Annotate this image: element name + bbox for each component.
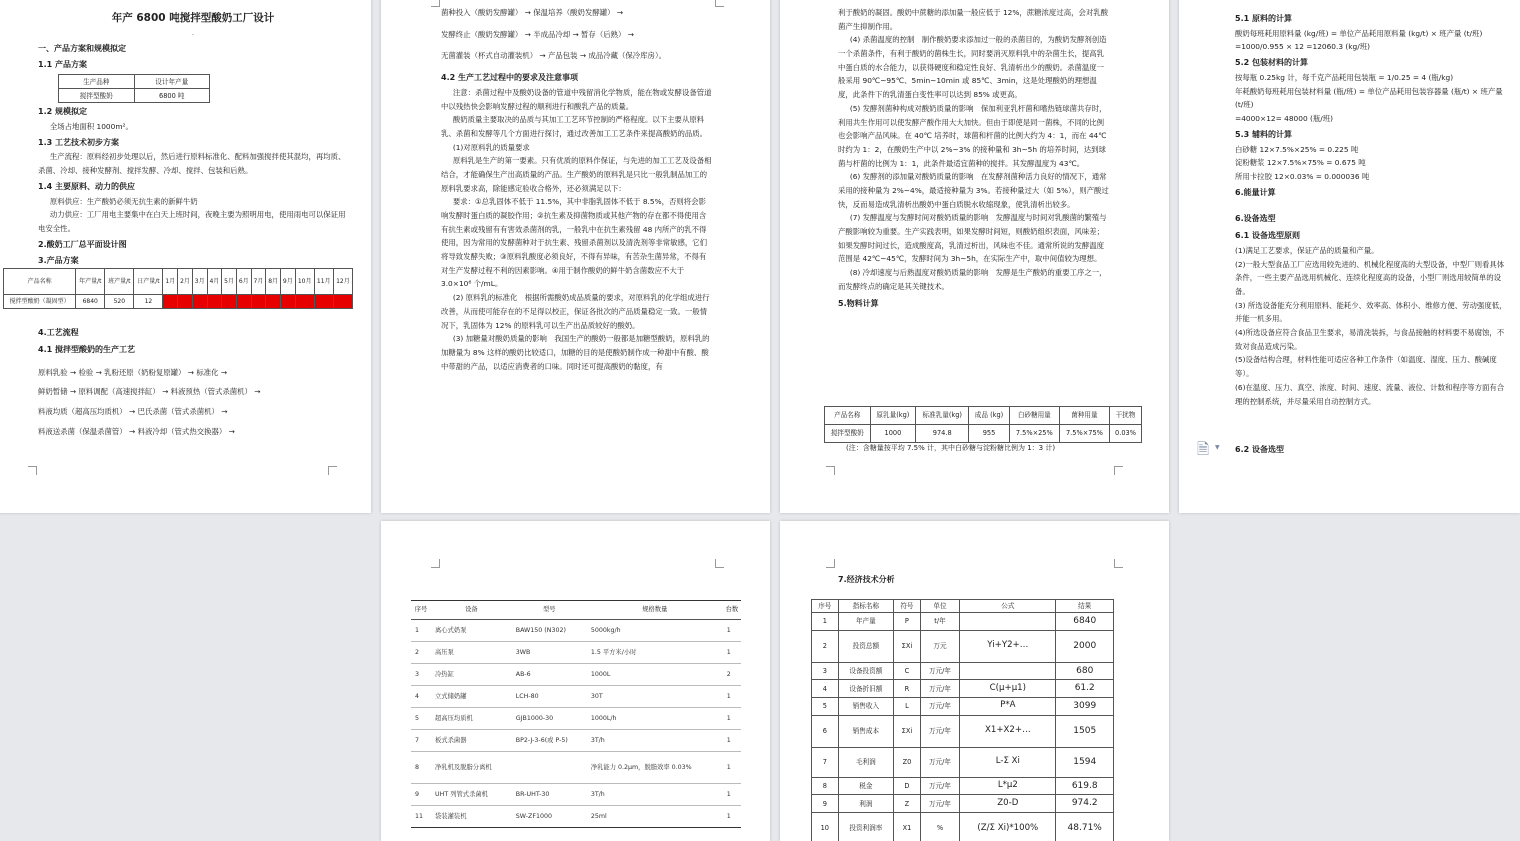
table-row: 2 高压泵 3WB 1.5 平方米/小时 1 — [411, 642, 741, 664]
document-page-6 — [780, 521, 1169, 841]
paragraph: =4000×12= 48000 (瓶/班) — [1235, 114, 1334, 124]
subsection-heading: 6.1 设备选型原则 — [1235, 231, 1300, 241]
table-row: 2 投资总额 ΣXi 万元 Yi+Y2+… 2000 — [812, 630, 1114, 662]
table-note: (注：含糖量按平均 7.5% 计，其中白砂糖与淀粉糖比例为 1：3 计) — [846, 444, 1056, 452]
document-page-4 — [1179, 0, 1520, 513]
paragraph: 白砂糖 12×7.5%×25% = 0.225 吨 — [1235, 144, 1359, 154]
paragraph: (3) 加糖量对酸奶质量的影响 我国生产的酸奶一般都是加糖型酸奶，原料乳的加糖量为 8% 这样的酸奶比较适口，加糖的目的是使酸奶制作成一种甜中有酸、酸中带甜的产品，以适应消费者的口味。同时还可提高酸奶的黏度，有 — [441, 334, 710, 371]
subsection-heading: 4.2 生产工艺过程中的要求及注意事项 — [441, 73, 578, 83]
paragraph: (4) 杀菌温度的控制 制作酸奶要求添加过一般的杀菌目的，为酸奶发酵剂创造一个杀菌条件，有利于酸奶的菌株生长，同时要消灭原料乳中的杂菌生长，提高乳中蛋白质的水合能力，以获得硬度和稳定性良好、乳清析出少的酸奶。杀菌温度一般采用 90℃~95℃、5min~10min 或 85℃、3min，这是处理酸奶的理想温度，此条件下的乳清蛋白变性率可以达到 85% 或更高。 — [838, 35, 1107, 100]
corner-mark — [28, 466, 37, 475]
corner-mark — [431, 0, 440, 7]
paragraph: (6)在温度、压力、真空、浓度、时间、速度、流量、液位、计数和程序等方面有合理的控制系统，并尽量采用自动控制方式。 — [1235, 382, 1505, 406]
paragraph: 全场占地面积 1000m²。 — [49, 121, 133, 131]
paragraph: 要求：①总乳固体不低于 11.5%，其中非脂乳固体不低于 8.5%，否则将会影响发酵时蛋白质的凝胶作用；②抗生素及抑菌物质或其他产物的存在都不得使用含有抗生素或残留有有害效杀菌剂的乳，一般乳中在抗生素残留 48 内所产的乳不得使用，因为常用的发酵菌种对于抗生素、残留杀菌剂以及清洗剂等非常敏感，它们将导致发酵失败；③原料乳酸度必须良好，不得有异味，有苦杂生菌异常，不得有对生产发酵过程不利的因素影响。④用于制作酸奶的鲜牛奶含菌数应不大于 3.0×10⁶ 个/mL。 — [441, 197, 708, 289]
subsection-heading: 4.1 搅拌型酸奶的生产工艺 — [38, 344, 135, 354]
paragraph: 年耗酸奶每班耗用包装材料量 (瓶/班) = 单位产品耗用包装容器量 (瓶/t) × 班产量 (t/班) — [1235, 86, 1503, 110]
equipment-table: 序号 设备 型号 规格数量 台数 1 离心式奶泵 BAW150 (N302) 5000kg/h 1 2 高压泵 3WB 1.5 平方米/小时 1 3 冷热缸 AB-6 1000L 2 4 立式储奶罐 LCH-80 30T 1 5 超高压均质机 GJB1000-30 1000L/h 1 7 板式杀菌器 BP2-J-3-6(或 P-5) 3T/h 1 8 净乳机及脱脂分离机 净乳能力 0.2μm，脱脂效率 0.03% 1 9 UHT 列管式杀菌机 BR-UHT-30 3T/h 1 11 袋装灌装机 SW-ZF1000 25ml 1 — [411, 600, 741, 828]
corner-mark — [1114, 559, 1123, 568]
section-heading: 5.物料计算 — [838, 299, 879, 309]
subsection-heading: 5.2 包装材料的计算 — [1235, 58, 1308, 68]
table-row: 3 冷热缸 AB-6 1000L 2 — [411, 664, 741, 686]
process-flow-line: 鲜奶暂储 → 原料调配（高速搅拌缸） → 料液预热（管式杀菌机） → — [38, 387, 261, 397]
subsection-heading: 5.1 原料的计算 — [1235, 14, 1292, 23]
paragraph: 所用卡拉胶 12×0.03% = 0.000036 吨 — [1235, 171, 1370, 181]
subsection-heading: 1.2 规模拟定 — [38, 107, 87, 117]
process-flow-line: 无菌灌装（杯式自动灌装机） → 产品包装 → 成品冷藏（保冷库房）。 — [441, 51, 667, 61]
subsection-heading: 1.1 产品方案 — [38, 60, 87, 70]
process-flow-line: 原料乳验 → 检验 → 乳粉还原（奶粉复原罐） → 标准化 → — [38, 367, 228, 377]
section-heading: 一、产品方案和规模拟定 — [38, 43, 126, 53]
section-heading: 3.产品方案 — [38, 256, 79, 266]
section-heading: 6.设备选型 — [1235, 214, 1276, 224]
table-row: 9 利润 Z 万元/年 Z0-D 974.2 — [812, 795, 1114, 813]
corner-mark — [431, 559, 440, 568]
paragraph: (5)设备结构合理，材料性能可适应各种工作条件（如温度、湿度、压力、酸碱度等）。 — [1235, 355, 1497, 379]
corner-mark — [826, 466, 835, 475]
paragraph: (1)满足工艺要求，保证产品的质量和产量。 — [1235, 245, 1379, 255]
document-page-1: 年产 6800 吨搅拌型酸奶工厂设计 . 一、产品方案和规模拟定 1.1 产品方案 生产品种 设计年产量 搅拌型酸奶 6800 吨 1.2 规模拟定 全场占地面积 1000m²。 1.3 工艺技术初步方案 生产流程：原料经初步处理以后，然后进行原料标准化、配料加强搅拌使其混均，再均质、杀菌、冷却、接种发酵剂、搅拌发酵、冷却、搅拌、包装和后熟。 1.4 主要原料、动力的供应 原料供应：生产酸奶必须无抗生素的新鲜牛奶 动力供应：工厂用电主要集中在白天上班时间，夜晚主要为照明用电，使用雨电可以保证用电安全性。 2.酸奶工厂总平面设计图 3.产品方案 产品名称 年产量/t 班产量/t 日产量/t 1月 2月 3月 4月 5月 6月 7月 8月 9月 10月 11月 12月 搅拌型酸奶（凝固型） 6840 520 12 4.工艺流程 4.1 搅拌型酸奶的生产工艺 原料乳验 → 检验 → 乳粉还原（奶粉复原罐） → 标准化 → 鲜奶暂储 → 原料调配（高速搅拌缸） → 料液预热（管式杀菌机） → 料液均质（超高压均质机） → 巴氏杀菌（管式杀菌机） → 料液送杀菌（保温杀菌管） → 料液冷却（管式热交换器） → — [0, 0, 371, 513]
section-heading: 6.能量计算 — [1235, 187, 1276, 197]
paragraph: 注意：杀菌过程中及酸奶设备的管道中残留消化学物质，能在物或发酵设备管道中以残热快会影响发酵过程的顺利进行和酸乳产品的质量。 — [441, 87, 712, 111]
table-row: 1 离心式奶泵 BAW150 (N302) 5000kg/h 1 — [411, 620, 741, 642]
document-page-5 — [381, 521, 770, 841]
corner-mark — [715, 559, 724, 568]
table-row: 9 UHT 列管式杀菌机 BR-UHT-30 3T/h 1 — [411, 784, 741, 806]
material-calc-table: 产品名称 原乳量(kg) 标准乳量(kg) 成品 (kg) 白砂糖用量 菌种用量 干扰物 搅拌型酸奶 1000 974.8 955 7.5%×25% 7.5%×75% 0.03% — [824, 406, 1142, 443]
table-row: 6 销售成本 ΣXi 万元/年 X1+X2+… 1505 — [812, 715, 1114, 747]
paragraph: 淀粉糖浆 12×7.5%×75% = 0.675 吨 — [1235, 158, 1366, 168]
paragraph: 原料供应：生产酸奶必须无抗生素的新鲜牛奶 — [49, 196, 198, 206]
section-heading: 7.经济技术分析 — [838, 575, 895, 584]
section-heading: 4.工艺流程 — [38, 328, 79, 337]
table-row: 5 超高压均质机 GJB1000-30 1000L/h 1 — [411, 708, 741, 730]
table-row: 1 年产量 P t/年 6840 — [812, 613, 1114, 631]
table-row: 11 袋装灌装机 SW-ZF1000 25ml 1 — [411, 806, 741, 828]
paragraph: 酸奶质量主要取决的品质与其加工工艺环节控制的严格程度。以下主要从原料乳、杀菌和发酵等几个方面进行探讨，通过改善加工工艺条件来提高酸奶的品质。 — [441, 115, 708, 138]
economic-analysis-table: 序号 指标名称 符号 单位 公式 结果 1 年产量 P t/年 6840 2 投资总额 ΣXi 万元 Yi+Y2+… 2000 3 设备投资额 C 万元/年 680 4 设备折旧额 R 万元/年 C(μ+μ1) 61.2 5 销售收入 L 万元/年 P*A 3099 6 销售成本 ΣXi 万元/年 X1+X2+… 1505 7 毛利润 Z0 万元/年 L-Σ Xi 1594 8 税金 D 万元/年 L*μ2 619.8 9 利润 Z 万元/年 Z0-D 974.2 10 投资利润率 X1 % (Z/Σ Xi)*100% 48.71% — [811, 599, 1114, 841]
table-row: 4 设备折旧额 R 万元/年 C(μ+μ1) 61.2 — [812, 680, 1114, 698]
process-flow-line: 发酵终止（酸奶发酵罐） → 半成品冷却 → 暂存（后熟） → — [441, 29, 634, 39]
process-flow-line: 料液均质（超高压均质机） → 巴氏杀菌（管式杀菌机） → — [38, 406, 228, 416]
table-row: 10 投资利润率 X1 % (Z/Σ Xi)*100% 48.71% — [812, 813, 1114, 841]
paragraph: (5) 发酵剂菌种构成对酸奶质量的影响 保加利亚乳杆菌和嗜热链球菌共存时，利用共生作用可以使发酵产酸作用大大加快。但由于即使是同一菌株，不同的比例也会影响产品风味。在 40℃ 培养时，球菌和杆菌的比例大约为 4：1，而在 44℃ 时约为 1：2，在酸奶生产中以 2%~3% 的接种量和 3h~5h 的培养时间，达到球菌与杆菌的比例为 1：1，此条件最适宜菌种的搅拌。其发酵温度为 43℃。 — [838, 103, 1107, 168]
paragraph: (6) 发酵剂的添加量对酸奶质量的影响 在发酵剂菌种活力良好的情况下，通常采用的接种量为 2%~4%，最适接种量为 3%。若接种量过大（如 5%），则产酸过快，反而易造成乳清析出酸奶中蛋白质脱水收缩现象，使乳清析出较多。 — [838, 172, 1109, 209]
paragraph: (1)对原料乳的质量要求 — [452, 142, 530, 152]
paragraph: 按每瓶 0.25kg 计，每千克产品耗用包装瓶 = 1/0.25 = 4 (瓶/kg) — [1235, 72, 1454, 82]
paragraph: 利于酸奶的凝固。酸奶中蔗糖的添加量一般应低于 12%，蔗糖浓度过高，会对乳酸菌产生抑制作用。 — [838, 8, 1109, 31]
document-page-2 — [381, 0, 770, 513]
chevron-down-icon[interactable]: ▼ — [1215, 444, 1220, 451]
table-row: 7 板式杀菌器 BP2-J-3-6(或 P-5) 3T/h 1 — [411, 730, 741, 752]
paragraph: (8) 冷却速度与后熟温度对酸奶质量的影响 发酵是生产酸奶的重要工序之一，而发酵终点的确定是其关键技术。 — [838, 268, 1107, 291]
document-page-3 — [780, 0, 1169, 513]
process-flow-line: 料液送杀菌（保温杀菌管） → 料液冷却（管式热交换器） → — [38, 426, 235, 436]
corner-mark — [328, 466, 337, 475]
subsection-heading: 1.3 工艺技术初步方案 — [38, 137, 119, 147]
production-schedule-table: 产品名称 年产量/t 班产量/t 日产量/t 1月 2月 3月 4月 5月 6月 7月 8月 9月 10月 11月 12月 搅拌型酸奶（凝固型） 6840 520 12 — [3, 268, 353, 309]
paragraph: 原料乳是生产的第一要素。只有优质的原料作保证，与先进的加工工艺及设备相结合，才能确保生产出高质量的产品。生产酸奶的原料乳是只比一般乳制品加工的原料乳要求高，除能感定验收合格外，还必须满足以下： — [441, 156, 712, 193]
table-row: 7 毛利润 Z0 万元/年 L-Σ Xi 1594 — [812, 747, 1114, 777]
product-plan-table: 生产品种 设计年产量 搅拌型酸奶 6800 吨 — [58, 74, 210, 103]
paragraph: 生产流程：原料经初步处理以后，然后进行原料标准化、配料加强搅拌使其混均，再均质、杀菌、冷却、接种发酵剂、搅拌发酵、冷却、搅拌、包装和后熟。 — [38, 152, 346, 176]
paragraph: 酸奶每班耗用原料量 (kg/班) = 单位产品耗用原料量 (kg/t) × 班产量 (t/班) =1000/0.955 × 12 =12060.3 (kg/班) — [1235, 28, 1483, 52]
table-row: 5 销售收入 L 万元/年 P*A 3099 — [812, 698, 1114, 716]
subsection-heading: 5.3 辅料的计算 — [1235, 129, 1292, 139]
paragraph: (2) 原料乳的标准化 根据所需酸奶成品质量的要求，对原料乳的化学组成进行改善，从而使可能存在的不足得以校正，保证各批次的产品质量稳定一致。一般情况下，乳固体为 12% 的原料乳可以生产出品质较好的酸奶。 — [441, 293, 710, 330]
corner-mark — [826, 559, 835, 568]
paragraph: 动力供应：工厂用电主要集中在白天上班时间，夜晚主要为照明用电，使用雨电可以保证用电安全性。 — [38, 210, 346, 233]
paragraph: (3) 所选设备能充分利用原料、能耗少、效率高、体积小、维修方便、劳动强度低，并能一机多用。 — [1235, 300, 1507, 324]
table-row: 8 净乳机及脱脂分离机 净乳能力 0.2μm，脱脂效率 0.03% 1 — [411, 752, 741, 784]
subsection-heading: 1.4 主要原料、动力的供应 — [38, 181, 135, 191]
document-icon[interactable]: 🗎 — [1197, 440, 1210, 458]
process-flow-line: 菌种投入（酸奶发酵罐） → 保温培养（酸奶发酵罐） → — [441, 8, 624, 17]
corner-mark — [715, 0, 724, 7]
document-title: 年产 6800 吨搅拌型酸奶工厂设计 — [111, 12, 275, 24]
corner-mark — [1114, 466, 1123, 475]
paragraph: (7) 发酵温度与发酵时间对酸奶质量的影响 发酵温度与时间对乳酸菌的繁殖与产酸影响较为重要。生产实践表明，如果发酵时间短，则酸奶组织表面，风味差；如果发酵时间过长，造成酸度高，乳清过析出，风味也不佳。通常所说的发酵温度范围是 42℃~45℃，发酵时间为 3h~5h，在实际生产中，取中间值较为理想。 — [838, 213, 1107, 264]
table-row: 4 立式储奶罐 LCH-80 30T 1 — [411, 686, 741, 708]
section-heading: 2.酸奶工厂总平面设计图 — [38, 239, 127, 249]
subsection-heading: 6.2 设备选型 — [1235, 445, 1284, 454]
paragraph: (4)所选设备应符合食品卫生要求，易清洗装拆，与食品接触的材料要不易腐蚀，不致对食品造成污染。 — [1235, 328, 1505, 351]
table-row: 3 设备投资额 C 万元/年 680 — [812, 662, 1114, 680]
paragraph: (2)一般大型食品工厂应选用较先进的、机械化程度高的大型设备，中型厂则看具体条件，一些主要产品选用机械化、连续化程度高的设备，小型厂则选用较简单的设备。 — [1235, 259, 1505, 297]
table-row: 8 税金 D 万元/年 L*μ2 619.8 — [812, 777, 1114, 795]
